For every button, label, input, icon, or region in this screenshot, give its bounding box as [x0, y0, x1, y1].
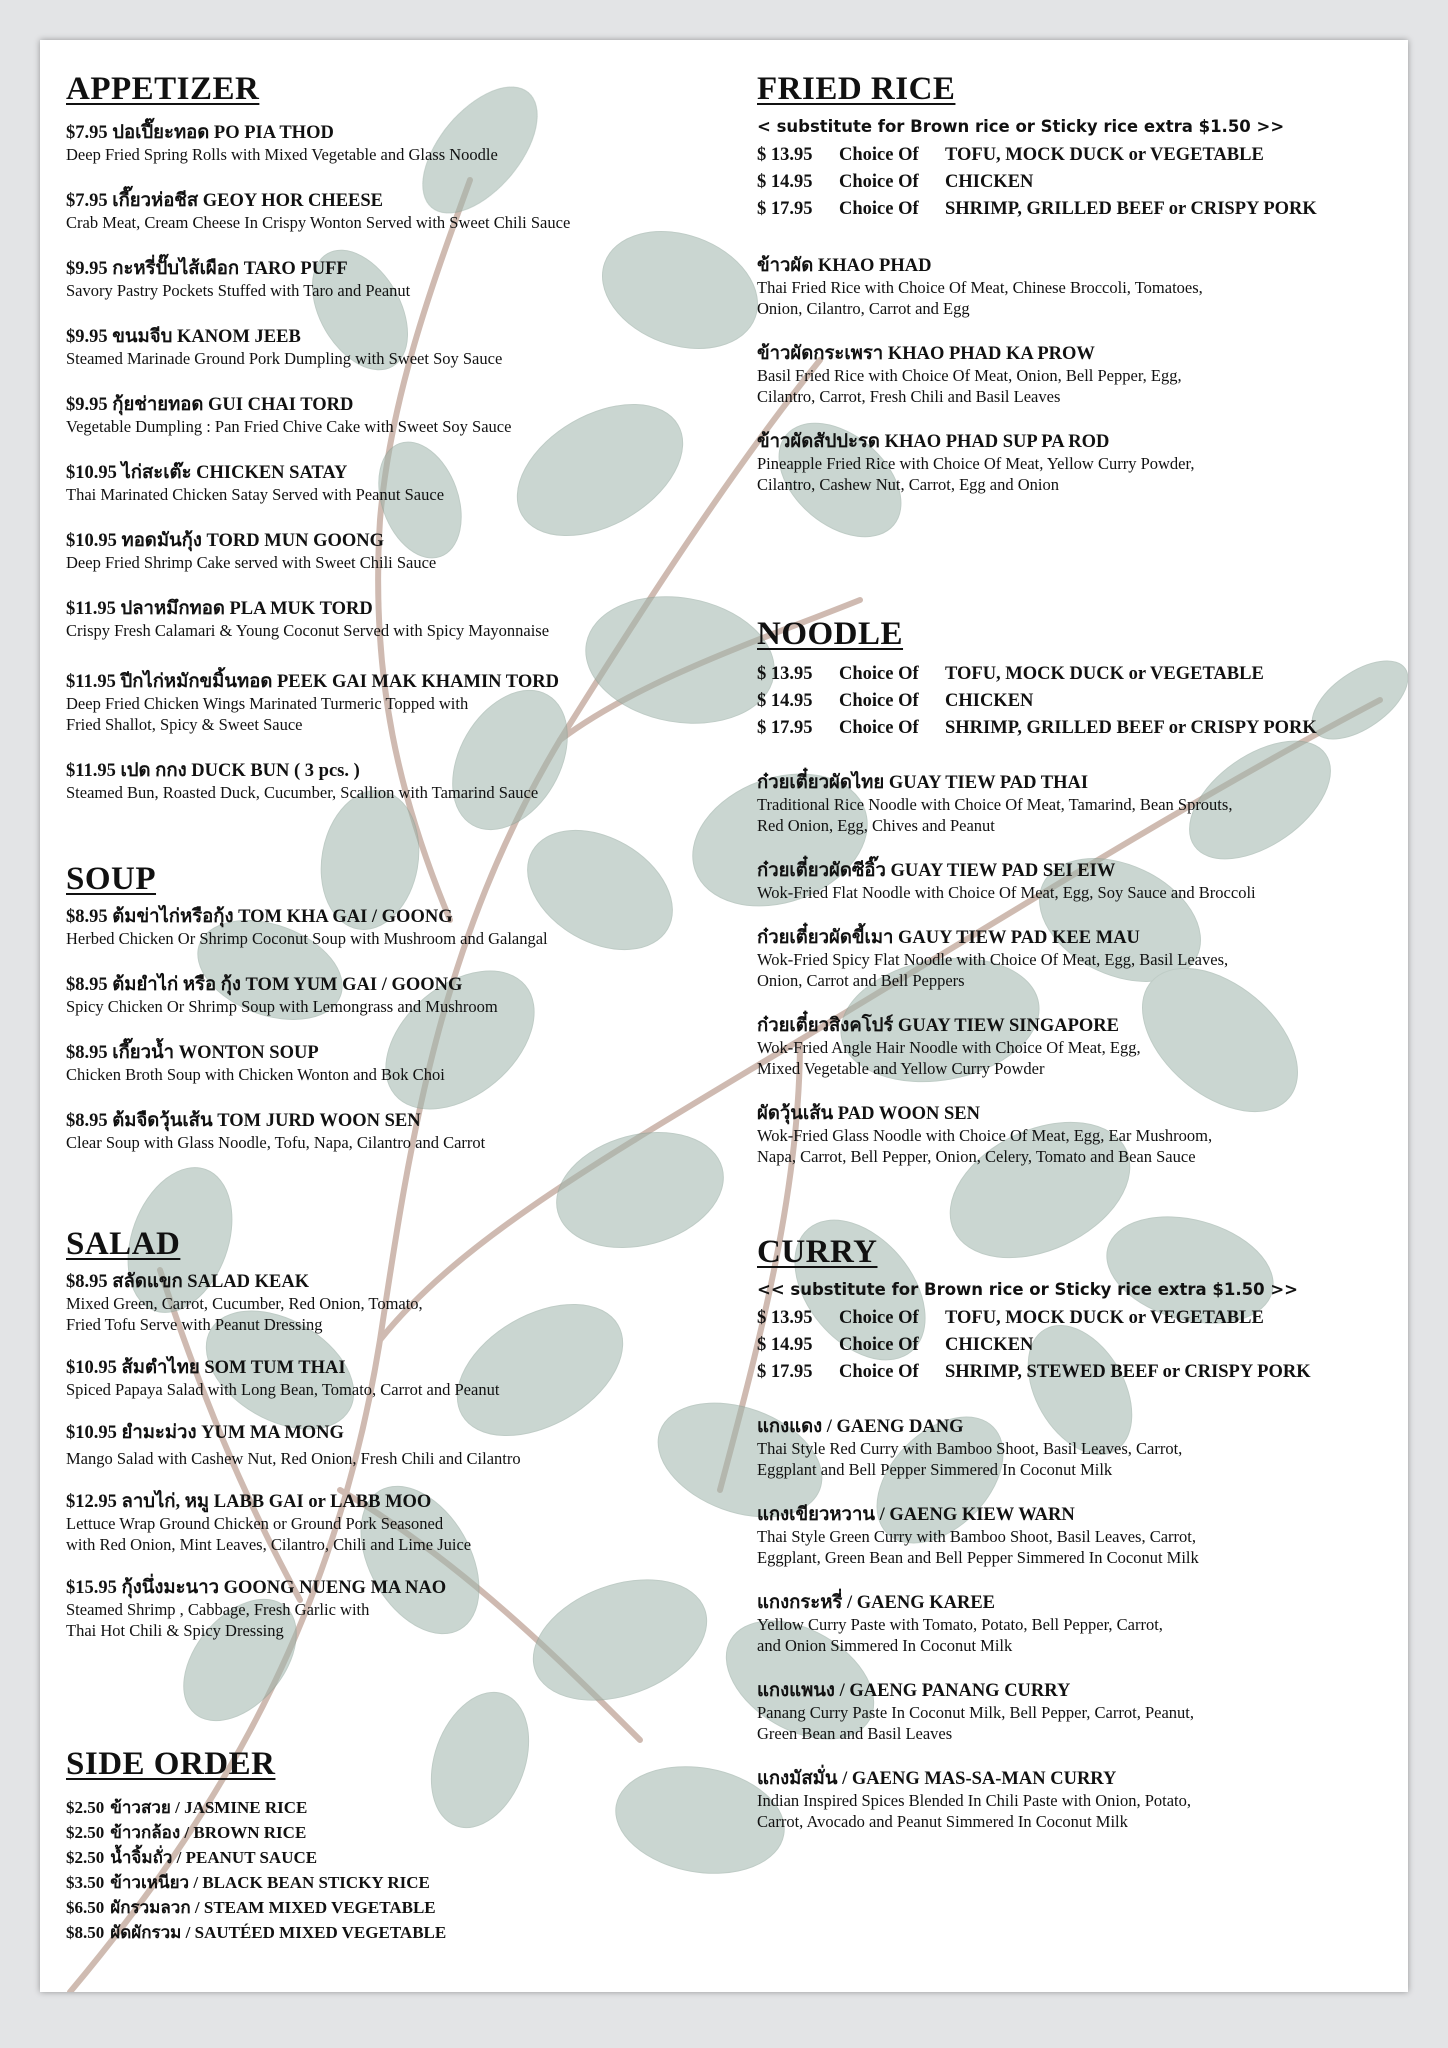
item-name: $7.95 ปอเปี๊ยะทอด PO PIA THOD: [66, 123, 334, 143]
choice-label: Choice Of: [839, 718, 919, 738]
menu-item: [66, 122, 716, 165]
substitution-note: < substitute for Brown rice or Sticky rice extra $1.50 >>: [757, 117, 1285, 136]
choice-price: $ 13.95: [757, 664, 813, 684]
menu-item: [757, 343, 1397, 407]
item-name: $10.95 ไก่สะเต๊ะ CHICKEN SATAY: [66, 463, 348, 483]
choice-price: $ 17.95: [757, 199, 813, 219]
item-name: ผักรวมลวก / STEAM MIXED VEGETABLE: [110, 1898, 436, 1917]
item-name: $9.95 กะหรี่ปั๊บไส้เผือก TARO PUFF: [66, 259, 348, 279]
menu-item: [66, 974, 716, 1017]
item-name: $11.95 ปีกไก่หมักขมิ้นทอด PEEK GAI MAK KHAMIN TORD: [66, 672, 559, 692]
item-description: Carrot, Avocado and Peanut Simmered In Coconut Milk: [757, 1812, 1128, 1831]
menu-page: [40, 40, 1408, 1992]
item-description: Wok-Fried Glass Noodle with Choice Of Meat, Egg, Ear Mushroom,: [757, 1126, 1213, 1145]
choice-value: CHICKEN: [945, 691, 1034, 711]
menu-item: [66, 1042, 716, 1085]
choice-label: Choice Of: [839, 691, 919, 711]
appetizer-section: [66, 70, 716, 803]
item-name: แกงกระหรี่ / GAENG KAREE: [757, 1593, 996, 1613]
menu-item: [757, 1416, 1397, 1480]
item-description: Green Bean and Basil Leaves: [757, 1724, 953, 1743]
item-description: Crispy Fresh Calamari & Young Coconut Served with Spicy Mayonnaise: [66, 621, 550, 640]
item-description: Fried Tofu Serve with Peanut Dressing: [66, 1315, 323, 1334]
menu-item: [757, 860, 1397, 903]
menu-item: [757, 772, 1397, 836]
salad-section: [66, 1225, 716, 1641]
choice-label: Choice Of: [839, 1362, 919, 1382]
item-description: Herbed Chicken Or Shrimp Coconut Soup with Mushroom and Galangal: [66, 929, 548, 948]
item-description: Eggplant and Bell Pepper Simmered In Coconut Milk: [757, 1460, 1113, 1479]
menu-item: [66, 1110, 716, 1153]
choice-value: SHRIMP, GRILLED BEEF or CRISPY PORK: [945, 718, 1317, 738]
menu-item: [66, 1357, 716, 1400]
soup-section: [66, 860, 716, 1153]
price-choice-row: [757, 196, 1397, 223]
item-description: Fried Shallot, Spicy & Sweet Sauce: [66, 715, 303, 734]
menu-item: [66, 1422, 716, 1469]
item-name: ข้าวสวย / JASMINE RICE: [110, 1798, 308, 1817]
item-description: Pineapple Fried Rice with Choice Of Meat, Yellow Curry Powder,: [757, 454, 1195, 473]
item-name: $11.95 ปลาหมึกทอด PLA MUK TORD: [66, 599, 373, 619]
noodle-section: [757, 615, 1397, 1167]
item-price: $2.50: [66, 1798, 105, 1817]
item-description: Wok-Fried Angle Hair Noodle with Choice Of Meat, Egg,: [757, 1038, 1141, 1057]
item-name: $9.95 ขนมจีบ KANOM JEEB: [66, 327, 301, 347]
menu-item: [66, 1271, 716, 1335]
menu-item: [66, 190, 716, 233]
item-name: $8.95 สลัดแขก SALAD KEAK: [66, 1272, 310, 1292]
price-choice-row: [757, 661, 1397, 688]
choice-label: Choice Of: [839, 199, 919, 219]
item-name: $7.95 เกี๊ยวห่อชีส GEOY HOR CHEESE: [66, 191, 384, 211]
item-description: Thai Marinated Chicken Satay Served with Peanut Sauce: [66, 485, 445, 504]
item-name: $12.95 ลาบไก่, หมู LABB GAI or LABB MOO: [66, 1492, 432, 1512]
choice-label: Choice Of: [839, 1308, 919, 1328]
item-description: Basil Fried Rice with Choice Of Meat, Onion, Bell Pepper, Egg,: [757, 366, 1182, 385]
item-description: Crab Meat, Cream Cheese In Crispy Wonton Served with Sweet Chili Sauce: [66, 213, 571, 232]
choice-label: Choice Of: [839, 664, 919, 684]
choice-price: $ 14.95: [757, 691, 813, 711]
section-title: SALAD: [66, 1226, 181, 1262]
section-title: APPETIZER: [66, 71, 260, 107]
menu-item: [66, 258, 716, 301]
choice-price: $ 13.95: [757, 1308, 813, 1328]
item-description: Steamed Marinade Ground Pork Dumpling with Sweet Soy Sauce: [66, 349, 503, 368]
item-description: Deep Fried Shrimp Cake served with Sweet Chili Sauce: [66, 553, 437, 572]
item-name: ก๋วยเตี๋ยวผัดขี้เมา GAUY TIEW PAD KEE MAU: [757, 928, 1140, 948]
section-title: SIDE ORDER: [66, 1746, 276, 1782]
menu-item: [757, 431, 1397, 495]
item-name: ก๋วยเตี๋ยวผัดซีอิ๊ว GUAY TIEW PAD SEI EIW: [757, 861, 1116, 881]
item-name: แกงมัสมั่น / GAENG MAS-SA-MAN CURRY: [757, 1769, 1117, 1789]
item-description: with Red Onion, Mint Leaves, Cilantro, Chili and Lime Juice: [66, 1535, 472, 1554]
side-item: [66, 1845, 716, 1870]
menu-item: [66, 906, 716, 949]
item-description: Savory Pastry Pockets Stuffed with Taro and Peanut: [66, 281, 411, 300]
item-price: $2.50: [66, 1823, 105, 1842]
menu-item: [66, 394, 716, 437]
item-name: ก๋วยเตี๋ยวผัดไทย GUAY TIEW PAD THAI: [757, 773, 1089, 793]
section-title: CURRY: [757, 1234, 878, 1270]
item-description: Cilantro, Carrot, Fresh Chili and Basil Leaves: [757, 387, 1061, 406]
side-item: [66, 1870, 716, 1895]
item-price: $3.50: [66, 1873, 105, 1892]
menu-item: [757, 1768, 1397, 1832]
item-description: Mango Salad with Cashew Nut, Red Onion, Fresh Chili and Cilantro: [66, 1449, 521, 1468]
item-description: Thai Style Red Curry with Bamboo Shoot, Basil Leaves, Carrot,: [757, 1439, 1183, 1458]
item-description: Yellow Curry Paste with Tomato, Potato, Bell Pepper, Carrot,: [757, 1615, 1163, 1634]
item-name: ผัดวุ้นเส้น PAD WOON SEN: [757, 1104, 980, 1124]
item-description: Thai Fried Rice with Choice Of Meat, Chinese Broccoli, Tomatoes,: [757, 278, 1203, 297]
price-choice-row: [757, 715, 1397, 742]
menu-item: [757, 1504, 1397, 1568]
item-price: $8.50: [66, 1923, 105, 1942]
side-item: [66, 1895, 716, 1920]
menu-item: [66, 530, 716, 573]
item-name: $8.95 เกี๊ยวน้ำ WONTON SOUP: [66, 1043, 319, 1063]
item-description: Deep Fried Spring Rolls with Mixed Vegetable and Glass Noodle: [66, 145, 498, 164]
menu-item: [66, 462, 716, 505]
item-name: ข้าวเหนียว / BLACK BEAN STICKY RICE: [110, 1873, 430, 1892]
item-name: ข้าวกล้อง / BROWN RICE: [110, 1823, 307, 1842]
item-name: แกงแพนง / GAENG PANANG CURRY: [757, 1681, 1071, 1701]
side-item: [66, 1795, 716, 1820]
menu-item: [757, 1103, 1397, 1167]
item-name: $8.95 ต้มข่าไก่หรือกุ้ง TOM KHA GAI / GOONG: [66, 907, 453, 927]
choice-value: SHRIMP, GRILLED BEEF or CRISPY PORK: [945, 199, 1317, 219]
item-price: $2.50: [66, 1848, 105, 1867]
menu-item: [757, 1680, 1397, 1744]
item-name: $11.95 เปด กกง DUCK BUN ( 3 pcs. ): [66, 761, 360, 781]
item-description: Panang Curry Paste In Coconut Milk, Bell Pepper, Carrot, Peanut,: [757, 1703, 1194, 1722]
item-description: and Onion Simmered In Coconut Milk: [757, 1636, 1013, 1655]
item-description: Indian Inspired Spices Blended In Chili Paste with Onion, Potato,: [757, 1791, 1191, 1810]
item-description: Spiced Papaya Salad with Long Bean, Tomato, Carrot and Peanut: [66, 1380, 500, 1399]
item-name: $8.95 ต้มจืดวุ้นเส้น TOM JURD WOON SEN: [66, 1111, 421, 1131]
section-title: SOUP: [66, 861, 157, 897]
item-description: Thai Hot Chili & Spicy Dressing: [66, 1621, 284, 1640]
menu-item: [757, 927, 1397, 991]
menu-item: [757, 1015, 1397, 1079]
choice-value: TOFU, MOCK DUCK or VEGETABLE: [945, 145, 1264, 165]
item-name: ข้าวผัด KHAO PHAD: [757, 256, 932, 276]
item-description: Onion, Cilantro, Carrot and Egg: [757, 299, 970, 318]
price-choice-row: [757, 1332, 1397, 1359]
price-choice-row: [757, 688, 1397, 715]
item-description: Mixed Vegetable and Yellow Curry Powder: [757, 1059, 1045, 1078]
item-description: Vegetable Dumpling : Pan Fried Chive Cake with Sweet Soy Sauce: [66, 417, 512, 436]
side-item: [66, 1920, 716, 1945]
menu-item: [66, 1577, 716, 1641]
item-description: Lettuce Wrap Ground Chicken or Ground Pork Seasoned: [66, 1514, 444, 1533]
choice-value: CHICKEN: [945, 1335, 1034, 1355]
item-description: Red Onion, Egg, Chives and Peanut: [757, 816, 995, 835]
substitution-note: << substitute for Brown rice or Sticky rice extra $1.50 >>: [757, 1280, 1299, 1299]
choice-price: $ 17.95: [757, 718, 813, 738]
item-name: ก๋วยเตี๋ยวสิงคโปร์ GUAY TIEW SINGAPORE: [757, 1016, 1119, 1036]
fried-rice-section: [757, 70, 1397, 495]
side-item: [66, 1820, 716, 1845]
item-name: น้ำจิ้มถั่ว / PEANUT SAUCE: [110, 1848, 318, 1867]
choice-label: Choice Of: [839, 1335, 919, 1355]
item-description: Traditional Rice Noodle with Choice Of Meat, Tamarind, Bean Sprouts,: [757, 795, 1233, 814]
item-description: Wok-Fried Flat Noodle with Choice Of Meat, Egg, Soy Sauce and Broccoli: [757, 883, 1256, 902]
menu-item: [757, 255, 1397, 319]
menu-item: [66, 598, 716, 641]
item-description: Thai Style Green Curry with Bamboo Shoot, Basil Leaves, Carrot,: [757, 1527, 1197, 1546]
item-description: Chicken Broth Soup with Chicken Wonton and Bok Choi: [66, 1065, 445, 1084]
item-name: ข้าวผัดกระเพรา KHAO PHAD KA PROW: [757, 344, 1095, 364]
item-description: Eggplant, Green Bean and Bell Pepper Simmered In Coconut Milk: [757, 1548, 1199, 1567]
choice-label: Choice Of: [839, 172, 919, 192]
item-name: $10.95 ทอดมันกุ้ง TORD MUN GOONG: [66, 531, 384, 551]
item-description: Wok-Fried Spicy Flat Noodle with Choice Of Meat, Egg, Basil Leaves,: [757, 950, 1229, 969]
item-description: Clear Soup with Glass Noodle, Tofu, Napa, Cilantro and Carrot: [66, 1133, 486, 1152]
item-description: Onion, Carrot and Bell Peppers: [757, 971, 965, 990]
item-name: $10.95 ส้มตำไทย SOM TUM THAI: [66, 1358, 346, 1378]
choice-label: Choice Of: [839, 145, 919, 165]
section-title: NOODLE: [757, 616, 904, 652]
choice-value: TOFU, MOCK DUCK or VEGETABLE: [945, 664, 1264, 684]
price-choice-row: [757, 169, 1397, 196]
side-order-section: [66, 1745, 716, 1945]
menu-item: [66, 326, 716, 369]
item-description: Cilantro, Cashew Nut, Carrot, Egg and Onion: [757, 475, 1059, 494]
menu-item: [757, 1592, 1397, 1656]
section-title: FRIED RICE: [757, 71, 956, 107]
item-description: Steamed Shrimp , Cabbage, Fresh Garlic with: [66, 1600, 370, 1619]
price-choice-row: [757, 1359, 1397, 1386]
item-name: แกงแดง / GAENG DANG: [757, 1417, 964, 1437]
item-name: $8.95 ต้มยำไก่ หรือ กุ้ง TOM YUM GAI / GOONG: [66, 975, 463, 995]
item-name: แกงเขียวหวาน / GAENG KIEW WARN: [757, 1505, 1075, 1525]
choice-price: $ 14.95: [757, 172, 813, 192]
menu-item: [66, 1491, 716, 1555]
item-name: $15.95 กุ้งนึ่งมะนาว GOONG NUENG MA NAO: [66, 1578, 447, 1598]
item-description: Deep Fried Chicken Wings Marinated Turmeric Topped with: [66, 694, 469, 713]
item-name: $9.95 กุ้ยช่ายทอด GUI CHAI TORD: [66, 395, 354, 415]
menu-item: [66, 671, 716, 735]
item-name: ข้าวผัดสัปปะรด KHAO PHAD SUP PA ROD: [757, 432, 1110, 452]
choice-value: SHRIMP, STEWED BEEF or CRISPY PORK: [945, 1362, 1311, 1382]
choice-price: $ 13.95: [757, 145, 813, 165]
choice-value: TOFU, MOCK DUCK or VEGETABLE: [945, 1308, 1264, 1328]
price-choice-row: [757, 1305, 1397, 1332]
price-choice-row: [757, 142, 1397, 169]
item-description: Steamed Bun, Roasted Duck, Cucumber, Scallion with Tamarind Sauce: [66, 783, 539, 802]
item-description: Napa, Carrot, Bell Pepper, Onion, Celery, Tomato and Bean Sauce: [757, 1147, 1196, 1166]
item-name: ผัดผักรวม / SAUTÉED MIXED VEGETABLE: [110, 1923, 447, 1942]
item-price: $6.50: [66, 1898, 105, 1917]
choice-value: CHICKEN: [945, 172, 1034, 192]
menu-item: [66, 760, 716, 803]
item-description: Mixed Green, Carrot, Cucumber, Red Onion, Tomato,: [66, 1294, 423, 1313]
choice-price: $ 14.95: [757, 1335, 813, 1355]
curry-section: [757, 1233, 1397, 1832]
item-name: $10.95 ยำมะม่วง YUM MA MONG: [66, 1423, 344, 1443]
item-description: Spicy Chicken Or Shrimp Soup with Lemongrass and Mushroom: [66, 997, 498, 1016]
choice-price: $ 17.95: [757, 1362, 813, 1382]
